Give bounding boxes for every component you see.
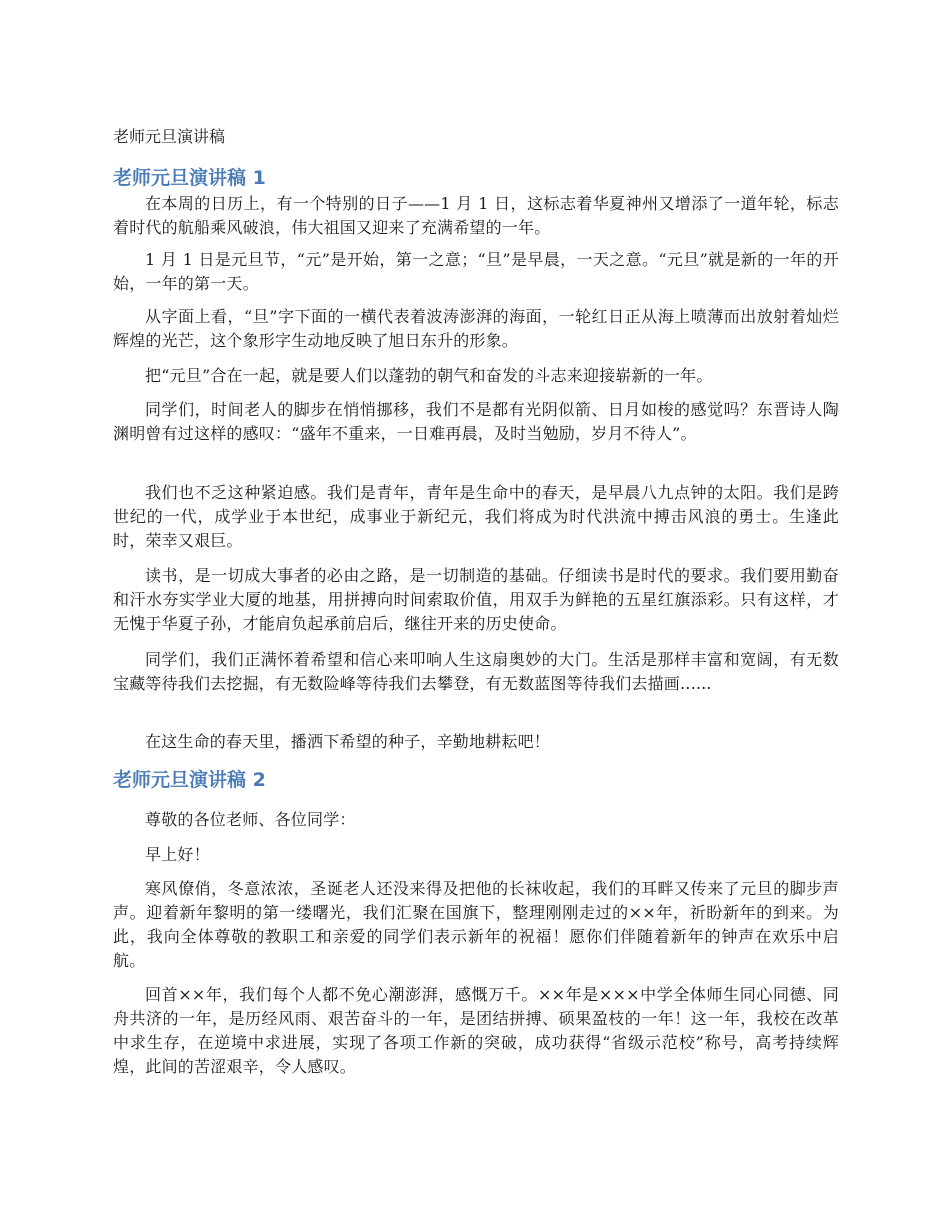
paragraph: 尊敬的各位老师、各位同学：	[145, 810, 356, 829]
paragraph: 在本周的日历上，有一个特别的日子——1 月 1 日，这标志着华夏神州又增添了一道年轮，标志着时代的航船乘风破浪，伟大祖国又迎来了充满希望的一年。	[113, 194, 839, 237]
section-heading-1: 老师元旦演讲稿 1	[113, 167, 266, 189]
paragraph: 把“元旦”合在一起，就是要人们以蓬勃的朝气和奋发的斗志来迎接崭新的一年。	[145, 366, 713, 385]
paragraph: 读书，是一切成大事者的必由之路，是一切制造的基础。仔细读书是时代的要求。我们要用勤奋和汗水夯实学业大厦的地基，用拼搏向时间索取价值，用双手为鲜艳的五星红旗添彩。只有这样，才无愧于华夏子孙，才能肩负起承前启后，继往开来的历史使命。	[113, 566, 839, 633]
paragraph: 回首××年，我们每个人都不免心潮澎湃，感慨万千。××年是×××中学全体师生同心同德、同舟共济的一年，是历经风雨、艰苦奋斗的一年，是团结拼搏、硕果盈枝的一年！这一年，我校在改革中求生存，在逆境中求进展，实现了各项工作新的突破，成功获得“省级示范校”称号，高考持续辉煌，此间的苦涩艰辛，令人感叹。	[113, 985, 839, 1076]
section-heading-2: 老师元旦演讲稿 2	[113, 769, 266, 791]
paragraph: 早上好！	[145, 845, 210, 864]
paragraph: 在这生命的春天里，播洒下希望的种子，辛勤地耕耘吧！	[145, 732, 551, 751]
document-title: 老师元旦演讲稿	[113, 127, 226, 146]
paragraph: 同学们，时间老人的脚步在悄悄挪移，我们不是都有光阴似箭、日月如梭的感觉吗？东晋诗人陶渊明曾有过这样的感叹：“盛年不重来，一日难再晨，及时当勉励，岁月不待人”。	[113, 400, 839, 443]
paragraph: 1 月 1 日是元旦节，“元”是开始，第一之意；“旦”是早晨，一天之意。“元旦”就是新的一年的开始，一年的第一天。	[113, 250, 839, 293]
paragraph: 我们也不乏这种紧迫感。我们是青年，青年是生命中的春天，是早晨八九点钟的太阳。我们是跨世纪的一代，成学业于本世纪，成事业于新纪元，我们将成为时代洪流中搏击风浪的勇士。生逢此时，荣幸又艰巨。	[113, 483, 839, 550]
paragraph: 寒风僚俏，冬意浓浓，圣诞老人还没来得及把他的长袜收起，我们的耳畔又传来了元旦的脚步声声。迎着新年黎明的第一缕曙光，我们汇聚在国旗下，整理刚刚走过的××年，祈盼新年的到来。为此，我向全体尊敬的教职工和亲爱的同学们表示新年的祝福！愿你们伴随着新年的钟声在欢乐中启航。	[113, 879, 839, 970]
paragraph: 同学们，我们正满怀着希望和信心来叩响人生这扇奥妙的大门。生活是那样丰富和宽阔，有无数宝藏等待我们去挖掘，有无数险峰等待我们去攀登，有无数蓝图等待我们去描画......	[113, 650, 839, 693]
paragraph: 从字面上看，“旦”字下面的一横代表着波涛澎湃的海面，一轮红日正从海上喷薄而出放射着灿烂辉煌的光芒，这个象形字生动地反映了旭日东升的形象。	[113, 307, 839, 350]
